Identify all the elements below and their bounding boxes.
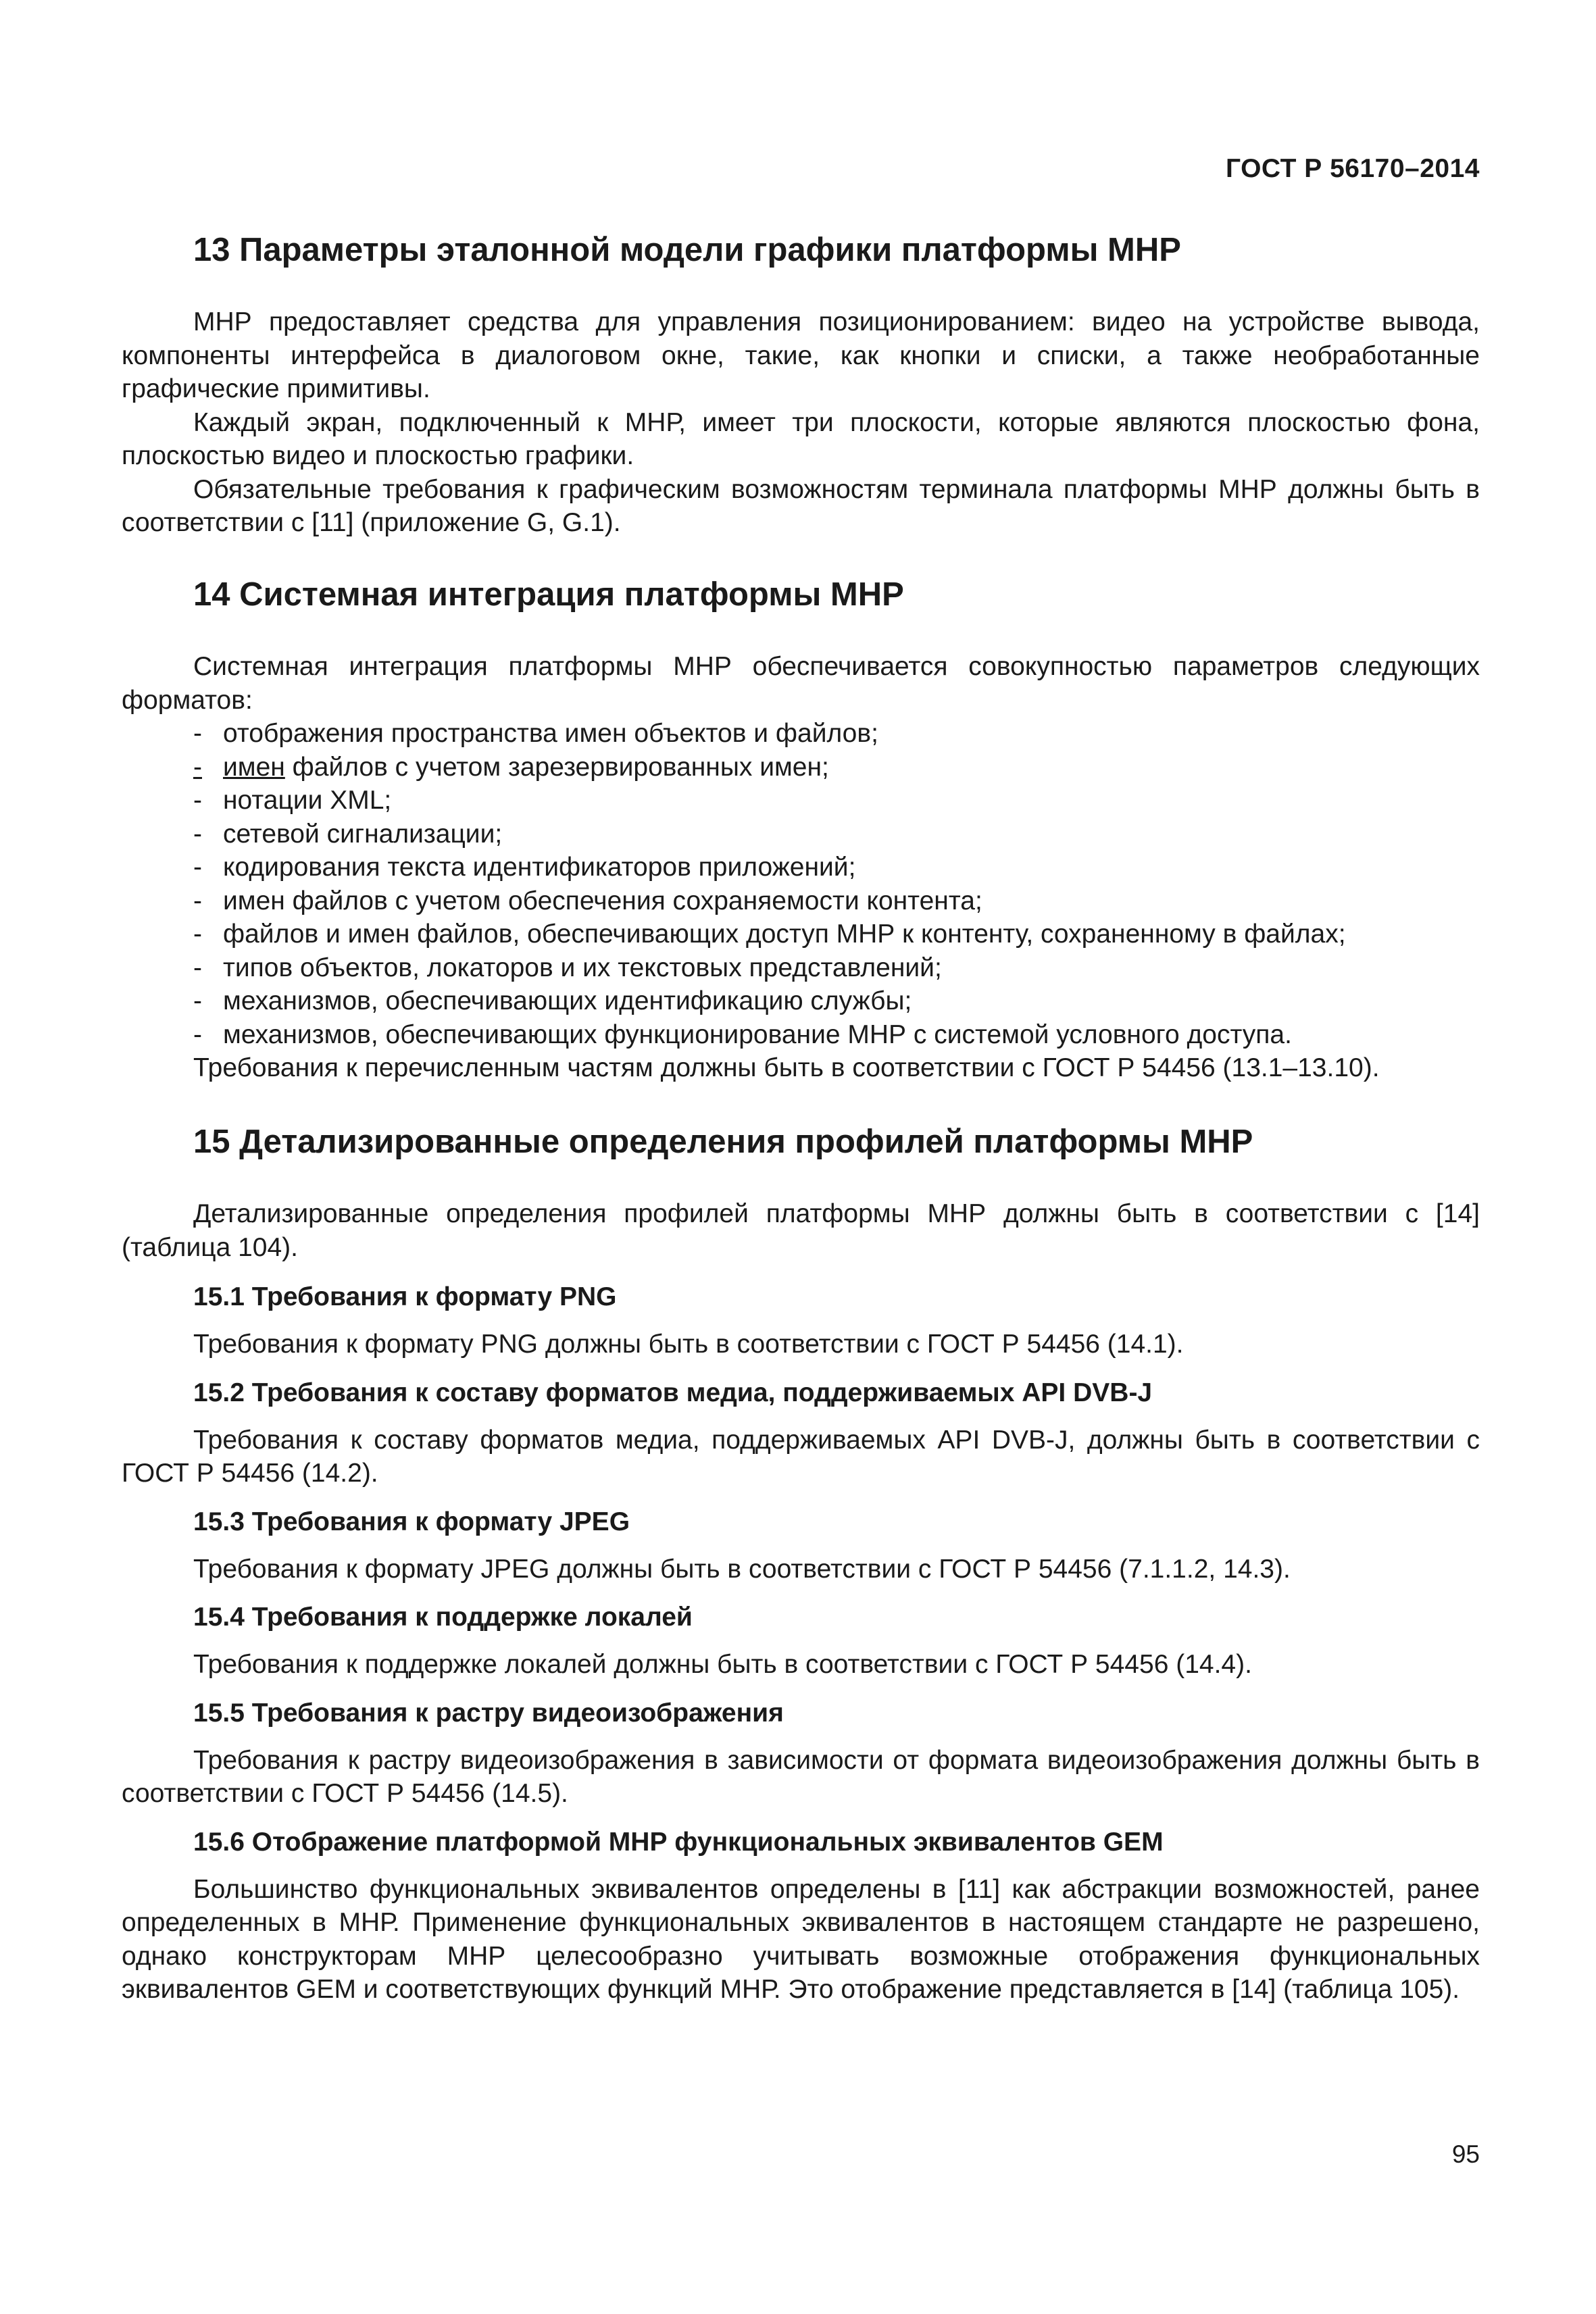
section-13-paragraph-3: Обязательные требования к графическим возможностям терминала платформы МНР должны быть в соответствии с [11] (приложение G, G.1). <box>122 474 1480 537</box>
section-13 <box>122 230 1480 540</box>
document-id: ГОСТ Р 56170–2014 <box>1225 154 1480 183</box>
section-13-paragraph-2: Каждый экран, подключенный к МНР, имеет три плоскости, которые являются плоскостью фона, плоскостью видео и плоскостью графики. <box>122 407 1480 470</box>
section-14-format-list <box>122 717 1480 1051</box>
section-15-intro: Детализированные определения профилей платформы МНР должны быть в соответствии с [14] (таблица 104). <box>122 1199 1480 1262</box>
section-14-outro: Требования к перечисленным частям должны быть в соответствии с ГОСТ Р 54456 (13.1–13.10). <box>193 1053 1380 1082</box>
subsection-15-4-text: Требования к поддержке локалей должны быть в соответствии с ГОСТ Р 54456 (14.4). <box>193 1650 1252 1679</box>
list-item: - файлов и имен файлов, обеспечивающих доступ МНР к контенту, сохраненному в файлах; <box>193 917 1480 951</box>
section-14 <box>122 574 1480 1085</box>
subsection-15-6-text: Большинство функциональных эквивалентов определены в [11] как абстракции возможностей, ранее определенных в МНР. Применение функциональных эквивалентов в настоящем стандарте не разрешено, однако конструкторам МНР целесообразно учитывать возможные отображения функциональных эквивалентов GEM и соответствующих функций МНР. Это отображение представляется в [14] (таблица 105). <box>122 1874 1480 2004</box>
list-item: - имен файлов с учетом зарезервированных имен; <box>193 751 1480 784</box>
subsection-15-4-title: 15.4 Требования к поддержке локалей <box>193 1603 693 1632</box>
section-13-title: 13 Параметры эталонной модели графики платформы МНР <box>193 232 1181 268</box>
subsection-15-3-text: Требования к формату JPEG должны быть в соответствии с ГОСТ Р 54456 (7.1.1.2, 14.3). <box>193 1554 1291 1584</box>
subsection-15-6-title: 15.6 Отображение платформой МНР функциональных эквивалентов GEM <box>193 1827 1164 1857</box>
subsection-15-2-text: Требования к составу форматов медиа, поддерживаемых API DVB-J, должны быть в соответствии с ГОСТ Р 54456 (14.2). <box>122 1425 1480 1488</box>
subsection-15-5-text: Требования к растру видеоизображения в зависимости от формата видеоизображения должны быть в соответствии с ГОСТ Р 54456 (14.5). <box>122 1745 1480 1808</box>
subsection-15-1-text: Требования к формату PNG должны быть в соответствии с ГОСТ Р 54456 (14.1). <box>193 1330 1184 1359</box>
list-item: - отображения пространства имен объектов и файлов; <box>193 717 1480 751</box>
section-15 <box>122 1122 1480 2007</box>
document-page <box>122 0 1480 2314</box>
list-item: - имен файлов с учетом обеспечения сохраняемости контента; <box>193 884 1480 918</box>
subsection-15-5-title: 15.5 Требования к растру видеоизображения <box>193 1698 784 1728</box>
section-13-paragraph-1: МНР предоставляет средства для управления позиционированием: видео на устройстве вывода, компоненты интерфейса в диалоговом окне, такие, как кнопки и списки, а также необработанные графические примитивы. <box>122 307 1480 403</box>
list-item: - механизмов, обеспечивающих функционирование МНР с системой условного доступа. <box>193 1018 1480 1052</box>
list-item: - нотации XML; <box>193 784 1480 818</box>
section-14-intro: Системная интеграция платформы МНР обеспечивается совокупностью параметров следующих форматов: <box>122 652 1480 715</box>
subsection-15-1-title: 15.1 Требования к формату PNG <box>193 1282 617 1311</box>
list-item: - кодирования текста идентификаторов приложений; <box>193 851 1480 884</box>
list-item: - типов объектов, локаторов и их текстовых представлений; <box>193 951 1480 985</box>
page-number: 95 <box>1451 2140 1480 2168</box>
section-14-title: 14 Системная интеграция платформы МНР <box>193 576 904 613</box>
list-item: - сетевой сигнализации; <box>193 818 1480 851</box>
list-item: - механизмов, обеспечивающих идентификацию службы; <box>193 984 1480 1018</box>
subsection-15-3-title: 15.3 Требования к формату JPEG <box>193 1507 630 1536</box>
subsection-15-2-title: 15.2 Требования к составу форматов медиа, поддерживаемых API DVB-J <box>193 1378 1153 1407</box>
section-15-title: 15 Детализированные определения профилей платформы МНР <box>193 1124 1253 1160</box>
